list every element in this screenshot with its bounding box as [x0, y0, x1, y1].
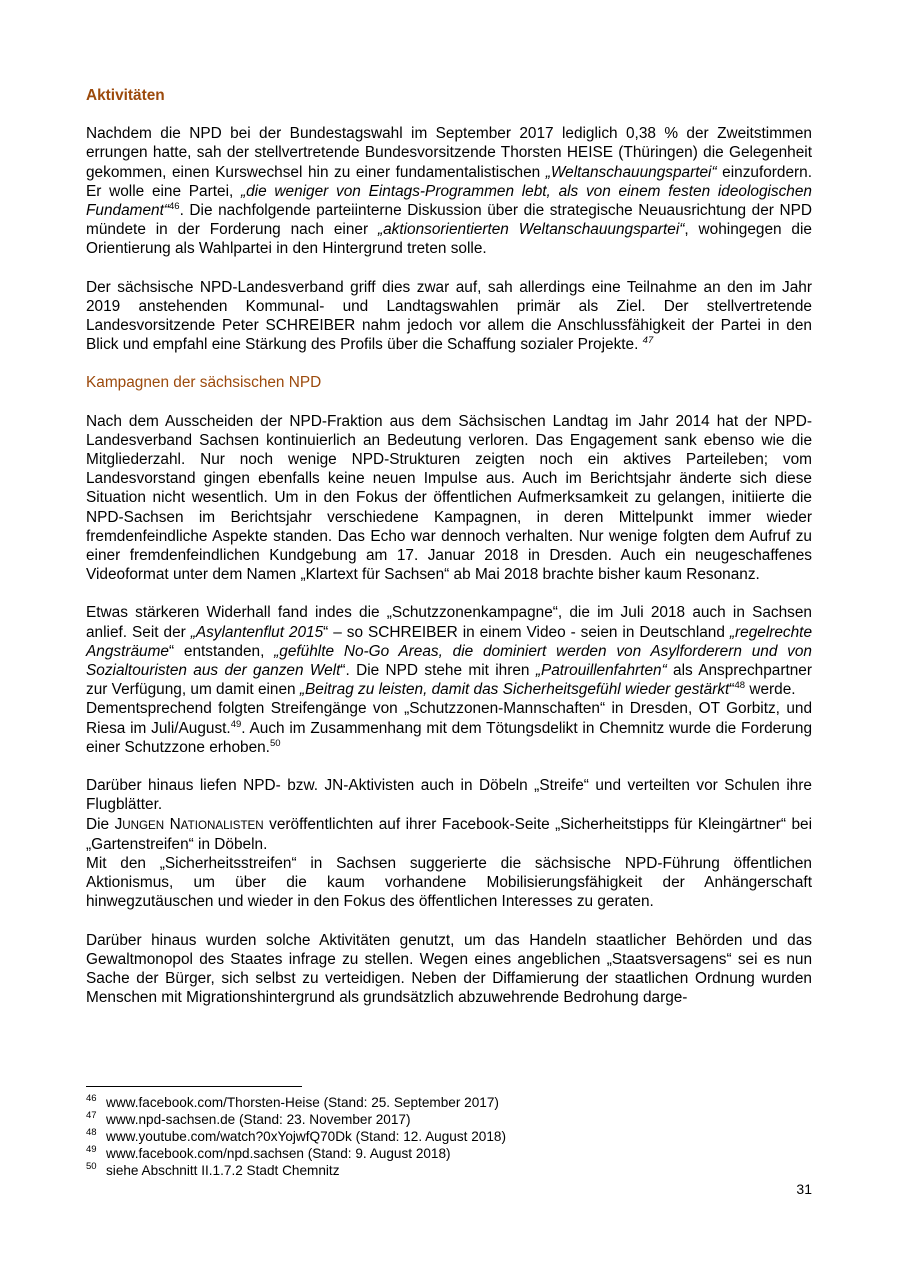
quote: „aktionsorientierten Weltanschauungspartei“ [377, 221, 685, 239]
paragraph: Darüber hinaus liefen NPD- bzw. JN-Aktivisten auch in Döbeln „Streife“ und verteilten vor Schulen ihre Flugblätter. [86, 777, 812, 814]
paragraph [86, 603, 812, 699]
text-run: veröffentlichten auf ihrer Facebook-Seite „Sicherheitstipps für Kleingärtner“ bei „Gartenstreifen“ in Döbeln. [86, 815, 812, 853]
quote: „gefühlte No-Go Areas, die dominiert werden von Asylforderern und von Sozialtouristen aus der ganzen Welt [86, 642, 812, 680]
footnote-ref[interactable]: 48 [734, 680, 746, 692]
text-run: Dementsprechend folgten Streifengänge von „Schutzzonen-Mannschaften“ in Dresden, OT Gorbitz, und Riesa im Juli/August. [86, 700, 812, 737]
footnote-number: 46 [86, 1093, 97, 1104]
section-heading-aktivitaeten: Aktivitäten [86, 87, 165, 104]
text-run: einzufordern. Er wolle eine Partei, [86, 163, 812, 200]
text-run: “ entstanden, [168, 642, 275, 660]
footnote-ref[interactable]: 47 [642, 335, 654, 347]
text-run: Nachdem die NPD bei der Bundestagswahl im September 2017 lediglich 0,38 % der Zweitstimmen errungen hatte, sah der stellvertretende Bundesvorsitzende Thorsten HEISE (Thüringen) die Gelegenheit gekommen, einen Kurswechsel hin zu einer fundamentalistischen [86, 125, 812, 181]
footnote-ref[interactable]: 46 [168, 201, 180, 213]
paragraph [86, 699, 812, 757]
footnote-text[interactable]: www.facebook.com/npd.sachsen (Stand: 9. August 2018) [106, 1146, 451, 1161]
quote: „Beitrag zu leisten, damit das Sicherheitsgefühl wieder gestärkt [299, 681, 730, 699]
footnote-number: 47 [86, 1110, 97, 1121]
footnote-number: 50 [86, 1161, 97, 1172]
footnote-number: 49 [86, 1144, 97, 1155]
paragraph: Mit den „Sicherheitsstreifen“ in Sachsen suggerierte die sächsische NPD-Führung öffentlichen Aktionismus, um über die kaum vorhandene Mobilisierungsfähigkeit der Anhängerschaft hinwegzutäuschen und wieder in den Fokus des öffentlichen Interesses zu geraten. [86, 854, 812, 911]
footnote-separator [86, 1086, 302, 1087]
text-run: . Auch im Zusammenhang mit dem Tötungsdelikt in Chemnitz wurde die Forderung einer Schutzzone erhoben. [86, 719, 812, 756]
paragraph [86, 124, 812, 258]
text-run: Der sächsische NPD-Landesverband griff dies zwar auf, sah allerdings eine Teilnahme an den im Jahr 2019 anstehenden Kommunal- und Landtagswahlen primär als Ziel. Der stellvertretende Landesvorsitzende Peter SCHREIBER nahm jedoch vor allem die Anschlussfähigkeit der Partei in den Blick und empfahl eine Stärkung des Profils über die Schaffung sozialer Projekte. [86, 278, 812, 354]
footnote-item [86, 1162, 812, 1179]
footnote-item [86, 1111, 812, 1128]
footnote-text[interactable]: www.youtube.com/watch?0xYojwfQ70Dk (Stand: 12. August 2018) [106, 1129, 506, 1144]
text-run: Etwas stärkeren Widerhall fand indes die „Schutzzonenkampagne“, die im Juli 2018 auch in Sachsen anlief. Seit der [86, 604, 812, 641]
footnote-number: 48 [86, 1127, 97, 1138]
section-heading-kampagnen: Kampagnen der sächsischen NPD [86, 374, 322, 392]
quote: „Weltanschauungspartei“ [545, 163, 717, 181]
footnote-text: siehe Abschnitt II.1.7.2 Stadt Chemnitz [106, 1163, 340, 1178]
footnote-text[interactable]: www.facebook.com/Thorsten-Heise (Stand: 25. September 2017) [106, 1095, 499, 1110]
text-run: “ – so SCHREIBER in einem Video - seien in Deutschland [323, 623, 730, 641]
footnotes [86, 1094, 812, 1179]
quote: „Patrouillenfahrten“ [535, 662, 667, 680]
footnote-item [86, 1128, 812, 1145]
quote: „Asylantenflut 2015 [190, 623, 324, 641]
quote: „die weniger von Eintags-Programmen lebt, als von einem festen ideologischen Fundament“ [86, 182, 812, 220]
page-body [86, 86, 812, 1007]
text-run: als Ansprechpartner zur Verfügung, um damit einen [86, 662, 812, 699]
org-name-small-caps: JUNGEN NATIONALISTEN [114, 815, 264, 833]
paragraph [86, 278, 812, 355]
paragraph [86, 815, 812, 854]
paragraph: Nach dem Ausscheiden der NPD-Fraktion aus dem Sächsischen Landtag im Jahr 2014 hat der NPD-Landesverband Sachsen kontinuierlich an Bedeutung verloren. Das Engagement sank ebenso wie die Mitgliederzahl. Nur noch wenige NPD-Strukturen zeigten noch ein aktives Parteileben; vom Landesvorstand gingen ebenfalls keine neuen Impulse aus. Auch im Berichtsjahr änderte sich diese Situation nicht wesentlich. Um in den Fokus der öffentlichen Aufmerksamkeit zu gelangen, initiierte die NPD-Sachsen im Berichtsjahr verschiedene Kampagnen, in deren Mittelpunkt immer wieder fremdenfeindliche Aspekte standen. Das Echo war dennoch verhalten. Nur wenige folgten dem Aufruf zu einer fremdenfeindlichen Kundgebung am 17. Januar 2018 in Dresden. Auch ein neugeschaffenes Videoformat unter dem Namen „Klartext für Sachsen“ ab Mai 2018 brachte bisher kaum Resonanz. [86, 412, 812, 584]
text-run: , wohingegen die Orientierung als Wahlpartei in den Hintergrund treten solle. [86, 221, 812, 258]
footnote-ref[interactable]: 49 [230, 718, 242, 730]
footnote-ref[interactable]: 50 [269, 737, 281, 749]
page-number: 31 [796, 1181, 812, 1197]
text-run: Die [86, 815, 115, 833]
text-run: “. Die NPD stehe mit ihren [340, 662, 536, 680]
footnote-item [86, 1145, 812, 1162]
text-run: “ [729, 681, 735, 699]
footnote-text[interactable]: www.npd-sachsen.de (Stand: 23. November 2017) [106, 1112, 411, 1127]
text-run: . Die nachfolgende parteiinterne Diskussion über die strategische Neuausrichtung der NPD mündete in der Forderung nach einer [86, 202, 812, 239]
text-run: werde. [745, 681, 796, 699]
quote: „regelrechte Angsträume [86, 623, 813, 660]
footnote-item [86, 1094, 812, 1111]
paragraph: Darüber hinaus wurden solche Aktivitäten genutzt, um das Handeln staatlicher Behörden und das Gewaltmonopol des Staates infrage zu stellen. Wegen eines angeblichen „Staatsversagens“ sei es nun Sache der Bürger, sich selbst zu verteidigen. Neben der Diffamierung der staatlichen Ordnung wurden Menschen mit Migrationshintergrund als grundsätzlich abzuwehrende Bedrohung darge- [86, 931, 812, 1007]
